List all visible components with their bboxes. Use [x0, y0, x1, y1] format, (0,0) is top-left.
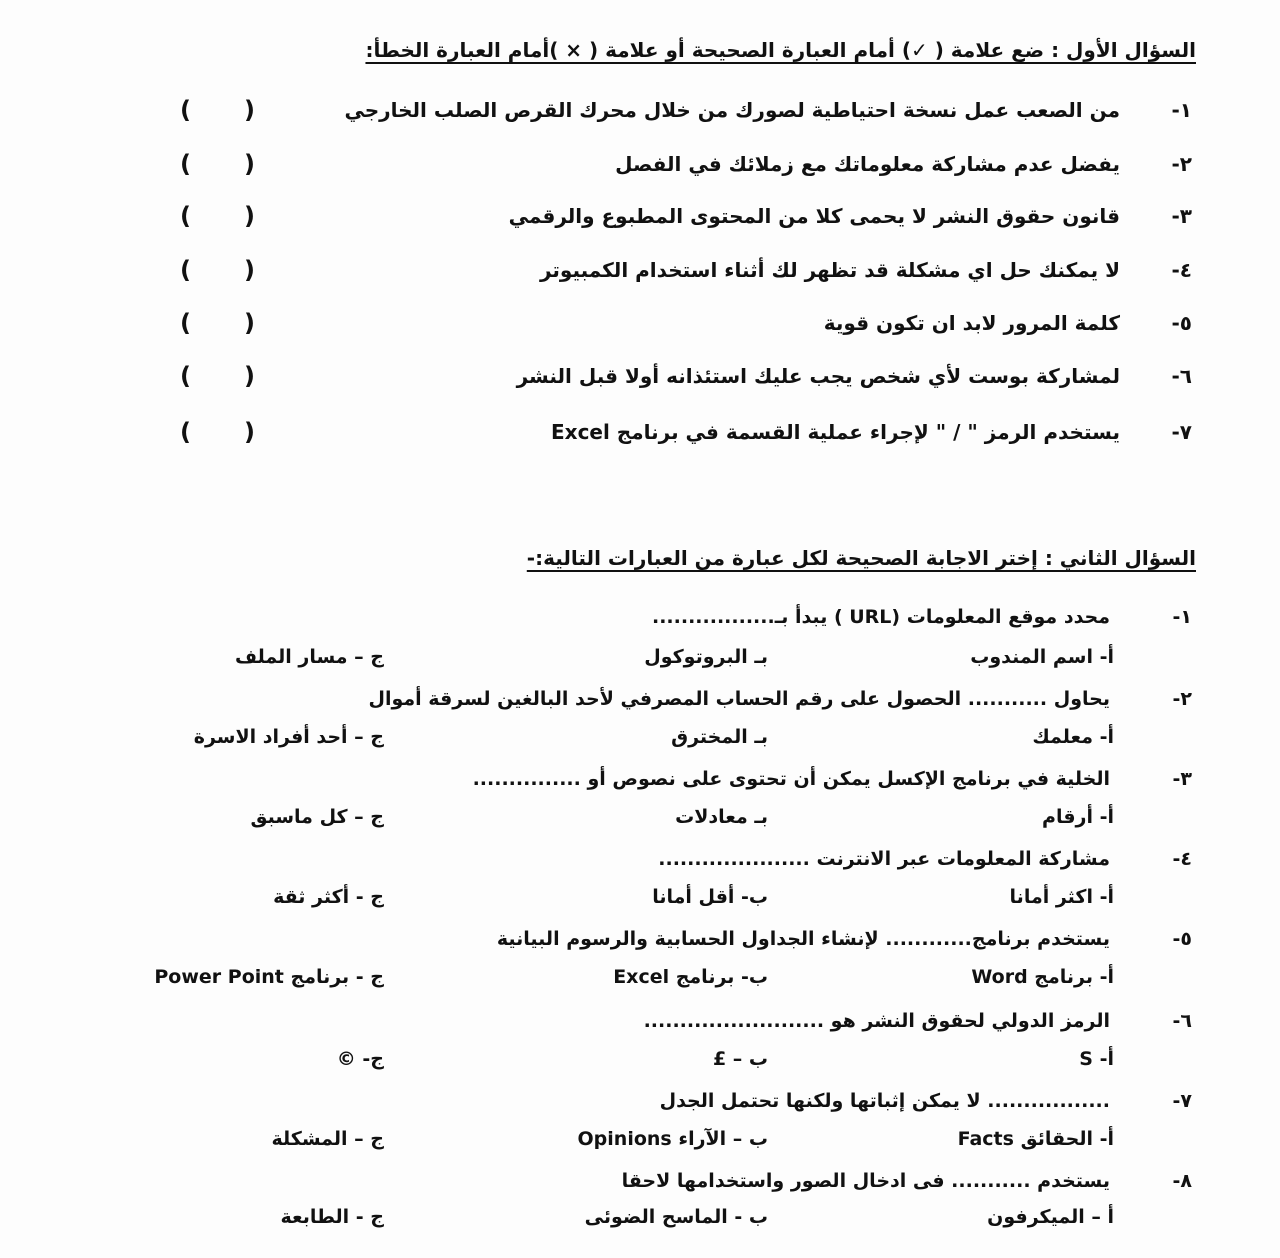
option-a[interactable]: أ- أرقام: [1042, 806, 1114, 828]
option-b[interactable]: ب – £: [712, 1048, 768, 1070]
option-a[interactable]: أ- برنامج Word: [971, 966, 1114, 988]
option-b[interactable]: بـ معادلات: [675, 806, 768, 828]
answer-blank-close[interactable]: ): [244, 418, 255, 446]
answer-blank-close[interactable]: ): [244, 150, 255, 178]
option-a[interactable]: أ- معلمك: [1032, 726, 1114, 748]
mc-question: [0, 928, 1280, 964]
question-2-heading: السؤال الثاني : إختر الاجابة الصحيحة لكل عبارة من العبارات التالية:-: [526, 546, 1196, 570]
option-c[interactable]: ج – أحد أفراد الاسرة: [193, 726, 384, 748]
true-false-item: [0, 311, 1280, 351]
option-a[interactable]: أ- اكثر أمانا: [1009, 886, 1114, 908]
mc-question: [0, 1010, 1280, 1046]
item-number: ٧-: [1172, 1090, 1192, 1112]
item-number: ٥-: [1171, 311, 1192, 335]
item-number: ٦-: [1171, 364, 1192, 388]
item-number: ٨-: [1172, 1170, 1192, 1192]
answer-blank-open[interactable]: (: [180, 309, 191, 337]
item-statement: كلمة المرور لابد ان تكون قوية: [823, 311, 1120, 335]
mc-question: [0, 1170, 1280, 1206]
option-b[interactable]: بـ المخترق: [671, 726, 768, 748]
option-a[interactable]: أ- اسم المندوب: [970, 646, 1114, 668]
item-number: ٤-: [1171, 258, 1192, 282]
mc-question: [0, 848, 1280, 884]
option-c[interactable]: ج - الطابعة: [280, 1206, 384, 1228]
mc-question: [0, 1090, 1280, 1126]
answer-blank-close[interactable]: ): [244, 202, 255, 230]
question-text: يستخدم ........... فى ادخال الصور واستخدامها لاحقا: [621, 1170, 1110, 1192]
item-statement: يستخدم الرمز " / " لإجراء عملية القسمة في برنامج Excel: [551, 420, 1120, 444]
mc-question: [0, 688, 1280, 724]
option-b[interactable]: ب- أقل أمانا: [652, 886, 768, 908]
true-false-item: [0, 420, 1280, 460]
mc-options: [0, 886, 1280, 922]
mc-options: [0, 646, 1280, 682]
item-statement: قانون حقوق النشر لا يحمى كلا من المحتوى المطبوع والرقمي: [508, 204, 1120, 228]
answer-blank-open[interactable]: (: [180, 418, 191, 446]
question-text: الخلية في برنامج الإكسل يمكن أن تحتوى على نصوص أو ...............: [472, 768, 1110, 790]
mc-question: [0, 768, 1280, 804]
question-1-heading: السؤال الأول : ضع علامة ( ✓) أمام العبارة الصحيحة أو علامة ( × )أمام العبارة الخطأ:: [365, 38, 1196, 62]
item-number: ١-: [1171, 98, 1192, 122]
answer-blank-open[interactable]: (: [180, 256, 191, 284]
question-text: يحاول ........... الحصول على رقم الحساب المصرفي لأحد البالغين لسرقة أموال: [368, 688, 1110, 710]
item-statement: يفضل عدم مشاركة معلوماتك مع زملائك في الفصل: [615, 152, 1120, 176]
question-text: محدد موقع المعلومات (URL ) يبدأ بـ.................: [652, 606, 1110, 628]
answer-blank-open[interactable]: (: [180, 96, 191, 124]
question-text: الرمز الدولي لحقوق النشر هو .........................: [643, 1010, 1110, 1032]
answer-blank-close[interactable]: ): [244, 256, 255, 284]
option-b[interactable]: ب- برنامج Excel: [613, 966, 768, 988]
answer-blank-open[interactable]: (: [180, 150, 191, 178]
item-statement: لمشاركة بوست لأي شخص يجب عليك استئذانه أولا قبل النشر: [516, 364, 1120, 388]
mc-options: [0, 806, 1280, 842]
mc-options: [0, 966, 1280, 1002]
mc-options: [0, 1206, 1280, 1242]
option-b[interactable]: بـ البروتوكول: [644, 646, 768, 668]
item-number: ٣-: [1172, 768, 1192, 790]
question-text: ................. لا يمكن إثباتها ولكنها تحتمل الجدل: [659, 1090, 1110, 1112]
option-a[interactable]: أ- الحقائق Facts: [957, 1128, 1114, 1150]
true-false-item: [0, 258, 1280, 298]
question-text: يستخدم برنامج............ لإنشاء الجداول الحسابية والرسوم البيانية: [496, 928, 1110, 950]
answer-blank-close[interactable]: ): [244, 309, 255, 337]
answer-blank-open[interactable]: (: [180, 202, 191, 230]
item-number: ٢-: [1172, 688, 1192, 710]
true-false-item: [0, 364, 1280, 404]
item-number: ٢-: [1171, 152, 1192, 176]
option-c[interactable]: ج- ©: [336, 1048, 384, 1070]
true-false-item: [0, 204, 1280, 244]
item-statement: لا يمكنك حل اي مشكلة قد تظهر لك أثناء استخدام الكمبيوتر: [539, 258, 1120, 282]
mc-options: [0, 1128, 1280, 1164]
option-c[interactable]: ج – مسار الملف: [235, 646, 384, 668]
mc-options: [0, 726, 1280, 762]
item-number: ٤-: [1172, 848, 1192, 870]
item-number: ٣-: [1171, 204, 1192, 228]
item-statement: من الصعب عمل نسخة احتياطية لصورك من خلال محرك القرص الصلب الخارجي: [344, 98, 1120, 122]
mc-options: [0, 1048, 1280, 1084]
option-a[interactable]: أ – الميكرفون: [987, 1206, 1114, 1228]
option-a[interactable]: أ- S: [1079, 1048, 1114, 1070]
answer-blank-open[interactable]: (: [180, 362, 191, 390]
option-c[interactable]: ج - أكثر ثقة: [273, 886, 384, 908]
option-c[interactable]: ج – كل ماسبق: [250, 806, 384, 828]
option-b[interactable]: ب - الماسح الضوئى: [584, 1206, 768, 1228]
item-number: ٦-: [1172, 1010, 1192, 1032]
option-c[interactable]: ج - برنامج Power Point: [154, 966, 384, 988]
item-number: ١-: [1172, 606, 1192, 628]
true-false-item: [0, 152, 1280, 192]
item-number: ٧-: [1171, 420, 1192, 444]
option-c[interactable]: ج – المشكلة: [271, 1128, 384, 1150]
mc-question: [0, 606, 1280, 642]
option-b[interactable]: ب – الآراء Opinions: [577, 1128, 768, 1150]
item-number: ٥-: [1172, 928, 1192, 950]
question-text: مشاركة المعلومات عبر الانترنت .....................: [658, 848, 1110, 870]
true-false-item: [0, 98, 1280, 138]
answer-blank-close[interactable]: ): [244, 362, 255, 390]
answer-blank-close[interactable]: ): [244, 96, 255, 124]
